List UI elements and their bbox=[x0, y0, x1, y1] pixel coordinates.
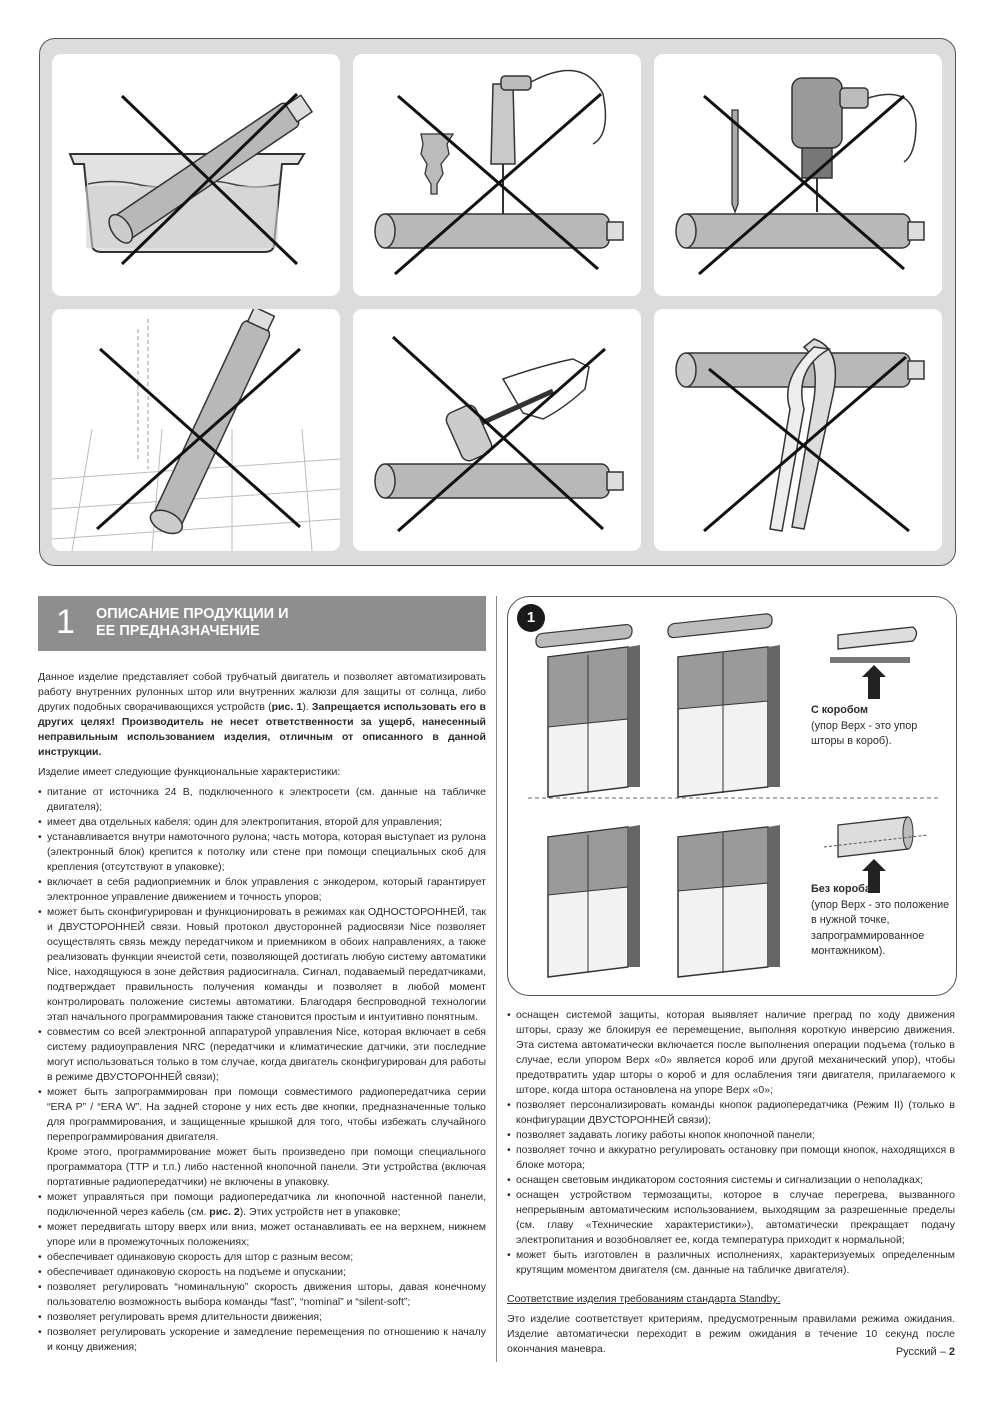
list-item: • может управляться при помощи радиопередатчика ли кнопочной настенной панели, подключенной через кабель (см. рис. 2). Этих устройств нет в упаковке; bbox=[38, 1190, 486, 1220]
window-illustration bbox=[548, 825, 640, 977]
page-number: 2 bbox=[948, 1346, 955, 1358]
list-item: • устанавливается внутри намоточного рулона; часть мотора, которая выступает из рулона (электронный блок) крепится к потолку или стене при помощи специальных скоб для крепления (отсутствуют в упаковке); bbox=[38, 830, 486, 875]
section-title: ОПИСАНИЕ ПРОДУКЦИИ И ЕЕ ПРЕДНАЗНАЧЕНИЕ bbox=[96, 606, 289, 639]
list-item: • позволяет регулировать ускорение и замедление перемещения по отношению к началу и концу движения; bbox=[38, 1325, 486, 1355]
programming-note: Кроме этого, программирование может быть произведено при помощи специального программатора (TTP и т.п.) либо настенной кнопочной панели. Эти устройства (включая портативные радиопередатчики) не включены в упаковку. bbox=[47, 1146, 486, 1188]
list-item: • может быть изготовлен в различных исполнениях, характеризуемых определенным крутящим моментом двигателя (см. данные на табличке двигателя). bbox=[507, 1248, 955, 1278]
list-item: • обеспечивает одинаковую скорость для штор с разным весом; bbox=[38, 1250, 486, 1265]
list-item: • позволяет задавать логику работы кнопок кнопочной панели; bbox=[507, 1128, 955, 1143]
dropped-motor-illustration bbox=[52, 309, 340, 551]
list-item: • позволяет регулировать время длительности движения; bbox=[38, 1310, 486, 1325]
screw-into-motor-illustration bbox=[353, 54, 641, 296]
intro-paragraph: Данное изделие представляет собой трубчатый двигатель и позволяет автоматизировать работу внутренних рулонных штор или внутренних жалюзи для защиты от солнца, либо других подобных сворачивающихся устройств (рис. 1). Запрещается использовать его в других целях! Производитель не несет ответственности за ущерб, нанесенный неправильным использованием изделия, отличным от описанного в данной инструкции. bbox=[38, 671, 486, 758]
standby-body: Это изделие соответствует критериям, предусмотренным правилами режима ожидания. Изделие автоматически переходит в режим ожидания в течение 10 секунд после окончания маневра. bbox=[507, 1313, 955, 1355]
list-item: • может быть запрограммирован при помощи совместимого радиопередатчика серии “ERA P” / “ERA W”. На задней стороне у них есть две кнопки, предназначенные только для программирования, и защищенные крышкой для того, чтобы избежать случайного перепрограммирования двигателя. bbox=[38, 1085, 486, 1145]
list-item: • обеспечивает одинаковую скорость на подъеме и опускании; bbox=[38, 1265, 486, 1280]
page-footer bbox=[896, 1346, 955, 1358]
features-list-left bbox=[38, 785, 486, 1145]
features-list-left-2 bbox=[38, 1190, 486, 1355]
section-number: 1 bbox=[56, 603, 75, 641]
list-item: • оснащен системой защиты, которая выявляет наличие преград по ходу движения шторы, сразу же блокируя ее перемещение, выполняя короткую инверсию движения. Эта система автоматически включается после выполнения операции подъема (только в случае, если упором Верх «0» является короб или другой механический упор), чтобы предотвратить удар шторы о короб и для ослабления тяги двигателя, прилагаемого к шторе, когда штора остановлена на упоре Верх «0»; bbox=[507, 1008, 955, 1098]
warning-panel-screw bbox=[353, 54, 641, 296]
list-item: • имеет два отдельных кабеля: один для электропитания, второй для управления; bbox=[38, 815, 486, 830]
list-item: • оснащен световым индикатором состояния системы и сигнализации о неполадках; bbox=[507, 1173, 955, 1188]
list-item: • оснащен устройством термозащиты, которое в случае перегрева, вызванного непрерывным автоматическим использованием, выходящим за разрешенные пределы (см. главу «Технические характеристики»), автоматически прекращает подачу электропитания и возобновляет ее, когда температура приходит к нормальной; bbox=[507, 1188, 955, 1248]
warning-panel-drop bbox=[52, 309, 340, 551]
right-column-text bbox=[507, 1008, 955, 1362]
footer-language: Русский – bbox=[895, 1346, 949, 1358]
caption-with-box: С коробом (упор Верх - это упор шторы в короб). bbox=[811, 704, 918, 747]
section-header bbox=[38, 596, 486, 651]
warning-panel-hammer bbox=[353, 309, 641, 551]
list-item: • позволяет регулировать “номинальную” скорость движения шторы, давая конечному пользователю возможность выбора команды “fast”, “nominal” и “silent-soft”; bbox=[38, 1280, 486, 1310]
pliers-squeeze-motor-illustration bbox=[654, 309, 942, 551]
list-item: • позволяет точно и аккуратно регулировать остановку при помощи кнопок, находящихся в блоке мотора; bbox=[507, 1143, 955, 1173]
warning-panel-drill bbox=[654, 54, 942, 296]
warning-panel-pliers bbox=[654, 309, 942, 551]
figure-1 bbox=[507, 596, 957, 996]
list-item: • может быть сконфигурирован и функционировать в режимах как ОДНОСТОРОННЕЙ, так и ДВУСТОРОННЕЙ связи. Новый протокол двусторонней радиосвязи Nice позволяет осуществлять связь между передатчиком и приемником в обоих направлениях, а также реализовать функции ячеистой сети, позволяющей достигать любую систему автоматики Nice, находящуюся в зоне действия радиосигнала. Сигнал, подаваемый передатчиками, подтверждает правильность получения команды и позволяет в любой момент контролировать положение системы автоматики. Благодаря беспроводной технологии этап начального программирования также становится простым и интуитивно понятным. bbox=[38, 905, 486, 1025]
features-intro: Изделие имеет следующие функциональные характеристики: bbox=[38, 766, 341, 778]
window-illustration bbox=[668, 613, 780, 797]
standby-title: Соответствие изделия требованиям стандарта Standby: bbox=[507, 1293, 781, 1305]
caption-without-box: Без короба (упор Верх - это положение в нужной точке, запрограммированное монтажником). bbox=[811, 883, 950, 957]
box-detail-illustration bbox=[830, 627, 917, 699]
features-list-right bbox=[507, 1008, 955, 1278]
left-column-text bbox=[38, 670, 486, 1355]
column-separator bbox=[496, 596, 497, 1362]
list-item: • включает в себя радиоприемник и блок управления с энкодером, который гарантирует электронное управление движением и точность упоров; bbox=[38, 875, 486, 905]
hammer-hit-motor-illustration bbox=[353, 309, 641, 551]
window-illustration bbox=[536, 624, 640, 797]
list-item: • питание от источника 24 В, подключенного к электросети (см. данные на табличке двигателя); bbox=[38, 785, 486, 815]
warning-panel-water bbox=[52, 54, 340, 296]
figure-number-badge: 1 bbox=[517, 604, 545, 632]
drill-into-motor-illustration bbox=[654, 54, 942, 296]
list-item: • совместим со всей электронной аппаратурой управления Nice, которая включает в себя систему радиоуправления NRC (передатчики и климатические датчики, эти последние могут использоваться только в том случае, когда двигатель сконфигурирован для работы в режиме ДВУСТОРОННЕЙ связи); bbox=[38, 1025, 486, 1085]
window-illustration bbox=[678, 825, 780, 977]
list-item: • может передвигать штору вверх или вниз, может останавливать ее на верхнем, нижнем упоре или в промежуточных положениях; bbox=[38, 1220, 486, 1250]
list-item: • позволяет персонализировать команды кнопок радиопередатчика (Режим II) (только в конфигурации ДВУСТОРОННЕЙ связи); bbox=[507, 1098, 955, 1128]
motor-in-water-illustration bbox=[52, 54, 340, 296]
warning-pictograms-frame bbox=[39, 38, 956, 566]
